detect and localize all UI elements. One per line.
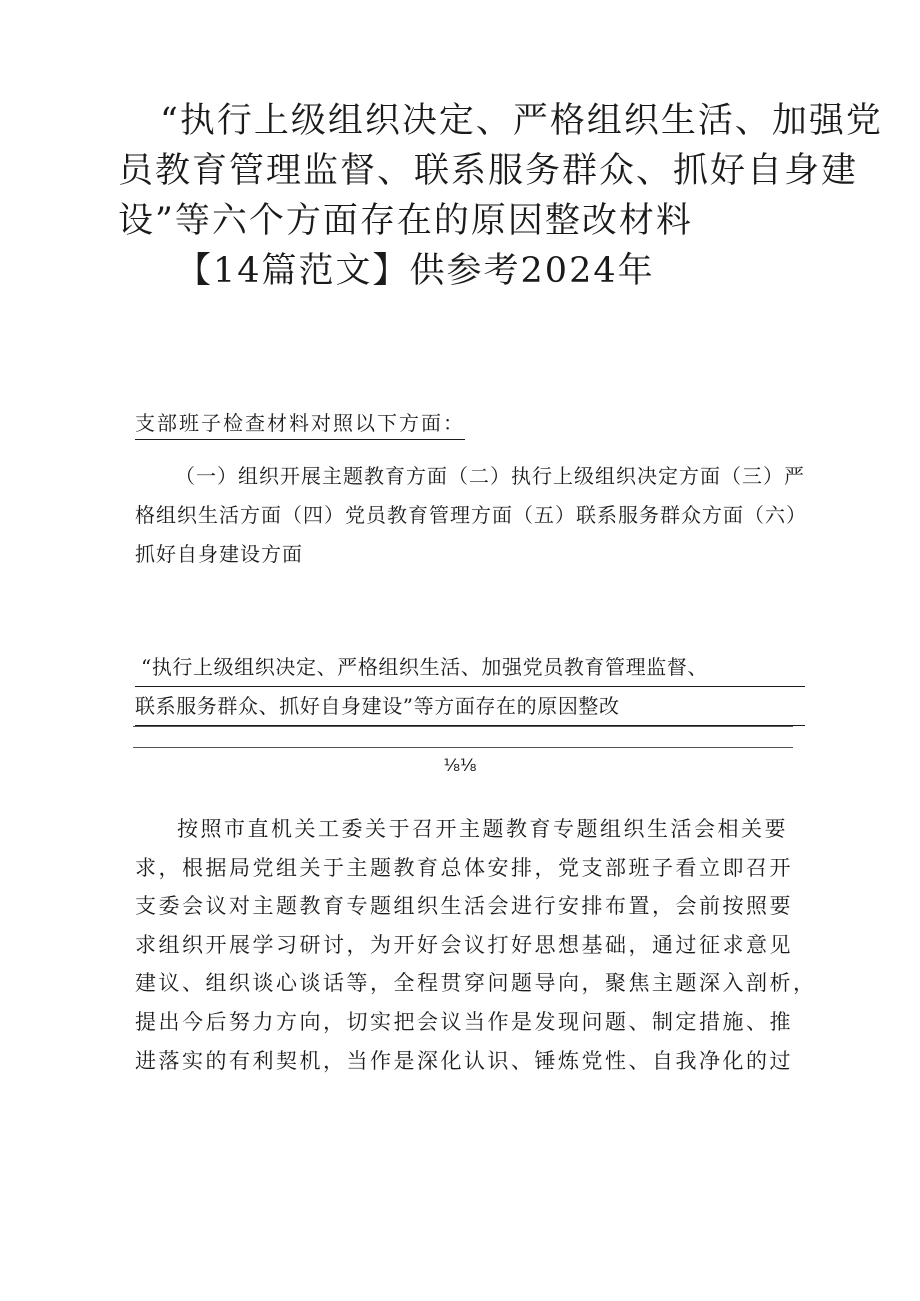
intro-heading: 支部班子检查材料对照以下方面： — [135, 407, 465, 440]
title-line-2: 员教育管理监督、联系服务群众、抓好自身建 — [118, 151, 859, 191]
page-number: ⅛⅛ — [443, 756, 477, 776]
intro-section — [135, 407, 805, 574]
subtitle-line-2: 联系服务群众、抓好自身建设”等方面存在的原因整改 — [135, 687, 805, 726]
body-line: 按照市直机关工委关于召开主题教育专题组织生活会相关要 — [177, 817, 788, 841]
body-line: 提出今后努力方向，切实把会议当作是发现问题、制定措施、推 — [135, 1009, 793, 1034]
subtitle-line-1: “执行上级组织决定、严格组织生活、加强党员教育管理监督、 — [135, 648, 805, 687]
body-line: 求，根据局党组关于主题教育总体安排，党支部班子看立即召开 — [135, 855, 793, 880]
title-line-3: 设”等六个方面存在的原因整改材料 — [118, 201, 693, 241]
body-line: 进落实的有利契机，当作是深化认识、锤炼党性、自我净化的过 — [135, 1048, 793, 1073]
body-paragraph — [135, 810, 817, 1080]
title-line-1: “执行上级组织决定、严格组织生活、加强党 — [160, 101, 883, 141]
section-subtitle — [135, 648, 805, 726]
document-title — [118, 96, 883, 296]
body-line: 求组织开展学习研讨，为开好会议打好思想基础，通过征求意见 — [135, 932, 793, 957]
divider-line — [133, 726, 793, 727]
divider-line — [133, 747, 793, 748]
body-line: 建议、组织谈心谈话等，全程贯穿问题导向，聚焦主题深入剖析， — [135, 971, 817, 996]
intro-items: （一）组织开展主题教育方面（二）执行上级组织决定方面（三）严格组织生活方面（四）党员教育管理方面（五）联系服务群众方面（六）抓好自身建设方面 — [135, 464, 805, 566]
title-line-4: 【14篇范文】供参考2024年 — [176, 251, 655, 291]
body-line: 支委会议对主题教育专题组织生活会进行安排布置，会前按照要 — [135, 894, 793, 919]
